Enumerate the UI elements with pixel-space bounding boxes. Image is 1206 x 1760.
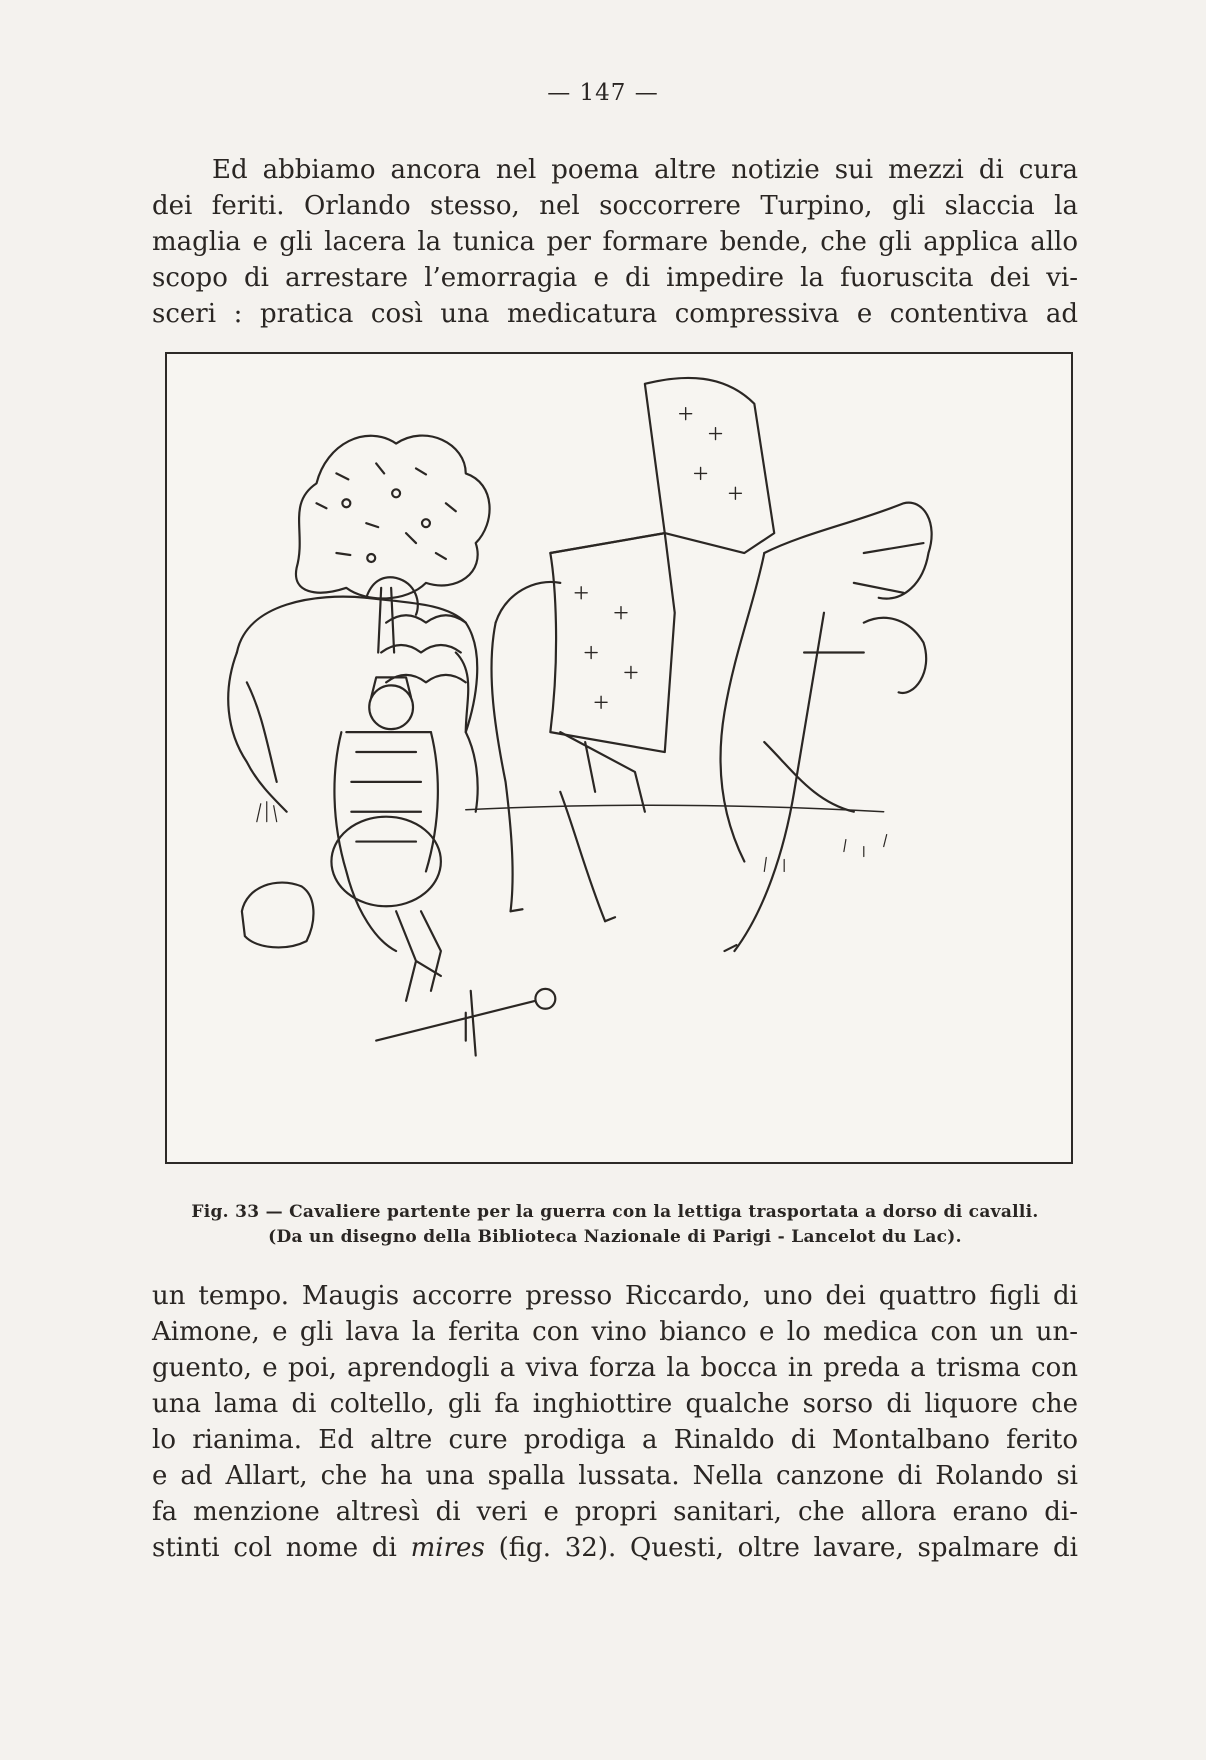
text-line: guento, e poi, aprendogli a viva forza la bocca in preda a trisma con [152,1353,1078,1383]
paragraph-bottom [152,1278,1078,1566]
text-line-last [152,1530,1078,1566]
text-line: lo rianima. Ed altre cure prodiga a Rinaldo di Montalbano ferito [152,1425,1078,1455]
caption-line-2: (Da un disegno della Biblioteca Nazionale di Parigi - Lancelot du Lac). [268,1227,962,1247]
text-fragment: (fig. 32). Questi, oltre lavare, spalmare di [484,1533,1078,1563]
text-line: fa menzione altresì di veri e propri sanitari, che allora erano di- [152,1497,1078,1527]
text-line: un tempo. Maugis accorre presso Riccardo, uno dei quattro figli di [152,1281,1078,1311]
text-line: sceri : pratica così una medicatura compressiva e contentiva ad [152,299,1078,329]
litter-drawing [550,378,774,812]
left-horse-drawing [228,577,477,811]
text-line: scopo di arrestare l’emorragia e di impedire la fuoruscita dei vi- [152,263,1078,293]
caption-line-1: Fig. 33 — Cavaliere partente per la guerra con la lettiga trasportata a dorso di cavalli. [191,1202,1039,1222]
figure-caption [150,1200,1080,1250]
knight-drawing [242,677,555,1055]
knight-litter-drawing [167,354,1071,1162]
text-line: dei feriti. Orlando stesso, nel soccorrere Turpino, gli slaccia la [152,191,1078,221]
paragraph-top [152,152,1078,332]
italic-term: mires [410,1533,485,1563]
text-line: e ad Allart, che ha una spalla lussata. Nella canzone di Rolando si [152,1461,1078,1491]
right-horses-drawing [491,503,931,951]
text-line: Aimone, e gli lava la ferita con vino bianco e lo medica con un un- [152,1317,1078,1347]
text-line: una lama di coltello, gli fa inghiottire qualche sorso di liquore che [152,1389,1078,1419]
text-line: Ed abbiamo ancora nel poema altre notizie sui mezzi di cura [212,155,1078,185]
text-line: maglia e gli lacera la tunica per formare bende, che gli applica allo [152,227,1078,257]
text-fragment: stinti col nome di [152,1533,411,1563]
figure-illustration [165,352,1073,1164]
page-number: — 147 — [547,80,659,106]
